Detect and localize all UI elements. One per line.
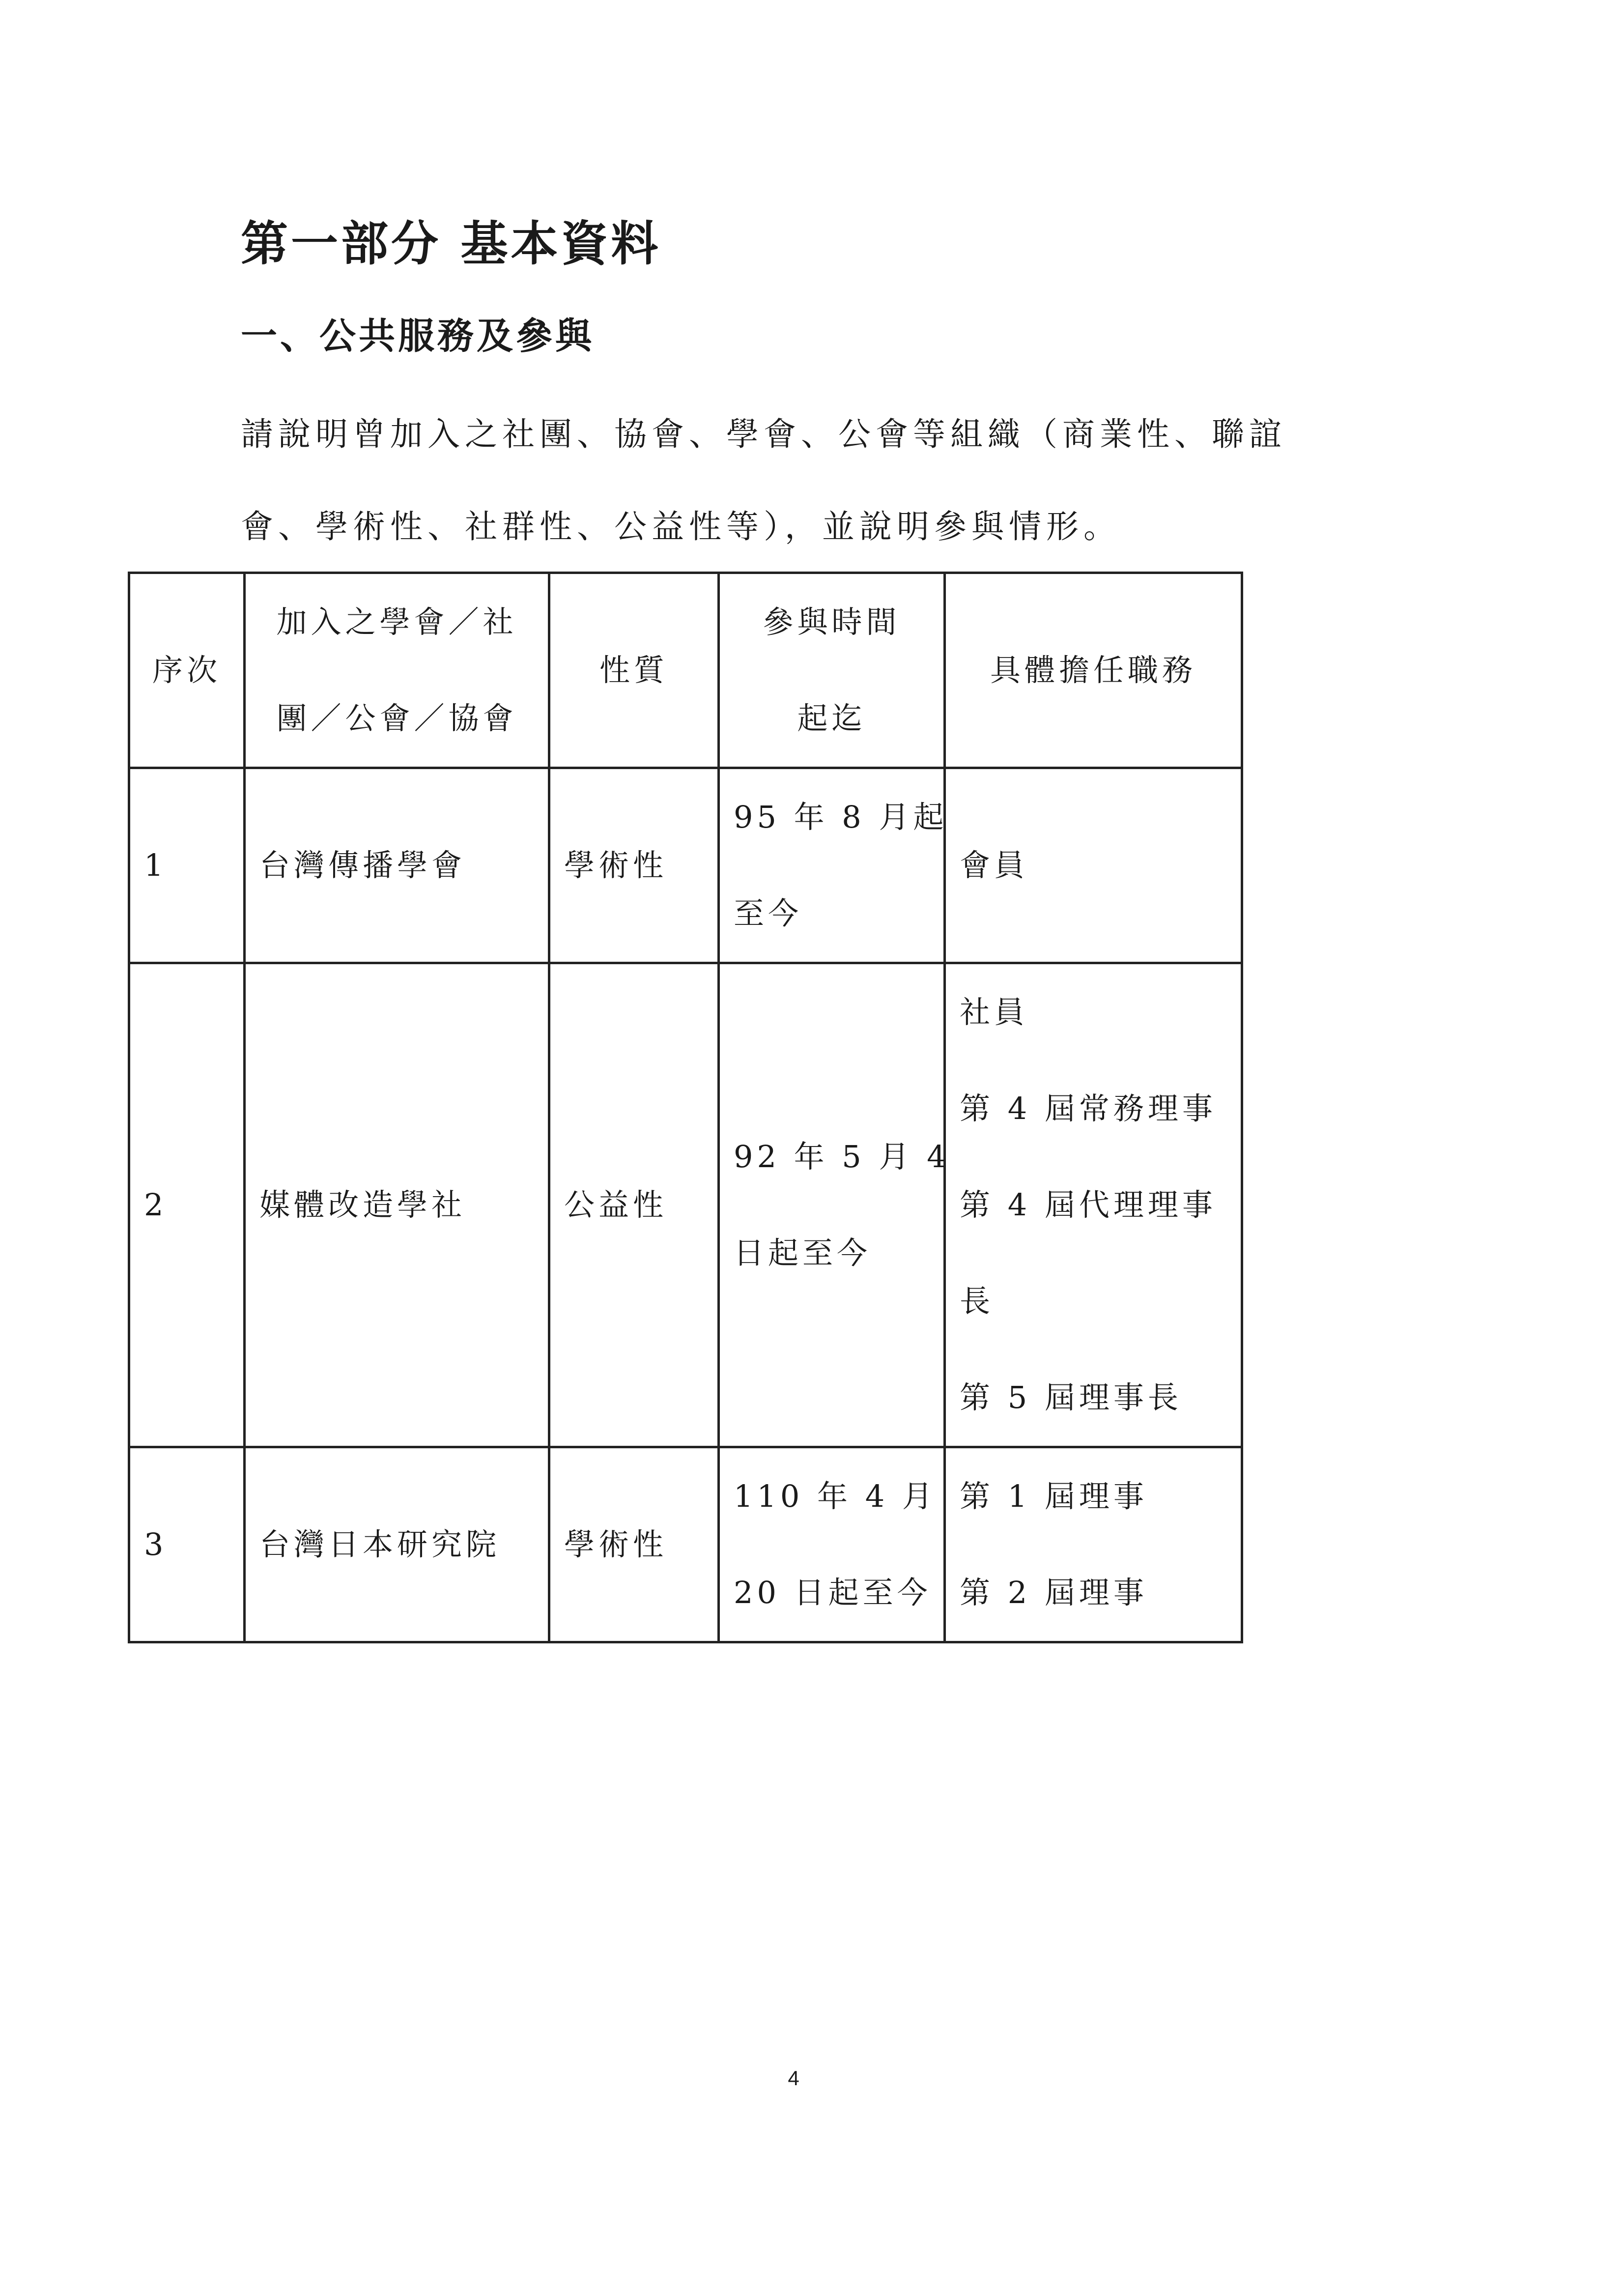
period-line: 20 日起至今 <box>734 1575 932 1610</box>
header-role: 具體擔任職務 <box>945 573 1242 768</box>
cell-organization: 台灣日本研究院 <box>245 1447 549 1642</box>
period-line: 110 年 4 月 <box>734 1478 937 1514</box>
cell-organization: 媒體改造學社 <box>245 963 549 1447</box>
table-header-row <box>129 573 1242 768</box>
cell-period <box>719 1447 945 1642</box>
role-line: 第 5 屆理事長 <box>960 1379 1182 1415</box>
period-line: 日起至今 <box>734 1235 872 1271</box>
page-number: 4 <box>788 2066 799 2090</box>
cell-period <box>719 963 950 1447</box>
page-title: 第一部分 基本資料 <box>241 216 661 271</box>
role-line: 第 4 屆常務理事 <box>960 1091 1217 1126</box>
header-org-line-1: 加入之學會／社 <box>276 604 517 640</box>
header-nature: 性質 <box>549 573 719 768</box>
header-org-line-2: 團／公會／協會 <box>276 700 517 736</box>
table-row <box>129 768 1242 963</box>
cell-nature: 學術性 <box>549 1447 719 1642</box>
cell-period <box>719 768 948 963</box>
period-line: 92 年 5 月 4 <box>734 1139 950 1175</box>
cell-seq: 3 <box>129 1447 245 1642</box>
header-period-line-2: 起迄 <box>797 700 866 736</box>
section-heading: 一、公共服務及參與 <box>241 315 595 357</box>
role-line: 第 1 屆理事 <box>960 1478 1148 1514</box>
cell-nature: 學術性 <box>549 768 719 963</box>
role-line: 社員 <box>960 994 1029 1030</box>
period-line: 至今 <box>734 895 803 931</box>
intro-line-1: 請說明曾加入之社團、協會、學會、公會等組織（商業性、聯誼 <box>241 415 1286 453</box>
cell-nature: 公益性 <box>549 963 719 1447</box>
header-seq: 序次 <box>129 573 245 768</box>
cell-seq: 1 <box>129 768 245 963</box>
role-line: 長 <box>960 1283 995 1319</box>
role-line: 第 4 屆代理理事 <box>960 1187 1217 1223</box>
table-row <box>129 1447 1242 1642</box>
cell-seq: 2 <box>129 963 245 1447</box>
role-line: 第 2 屆理事 <box>960 1575 1148 1610</box>
cell-role <box>945 1447 1242 1642</box>
header-period-line-1: 參與時間 <box>763 604 901 640</box>
organizations-table <box>128 572 1243 1643</box>
intro-line-2: 會、學術性、社群性、公益性等），並說明參與情形。 <box>241 508 1121 545</box>
cell-role <box>945 768 1242 963</box>
cell-organization: 台灣傳播學會 <box>245 768 549 963</box>
header-period <box>719 573 945 768</box>
cell-role <box>945 963 1242 1447</box>
role-line: 會員 <box>960 847 1029 883</box>
header-organization <box>245 573 549 768</box>
table-row <box>129 963 1242 1447</box>
period-line: 95 年 8 月起 <box>734 799 948 835</box>
